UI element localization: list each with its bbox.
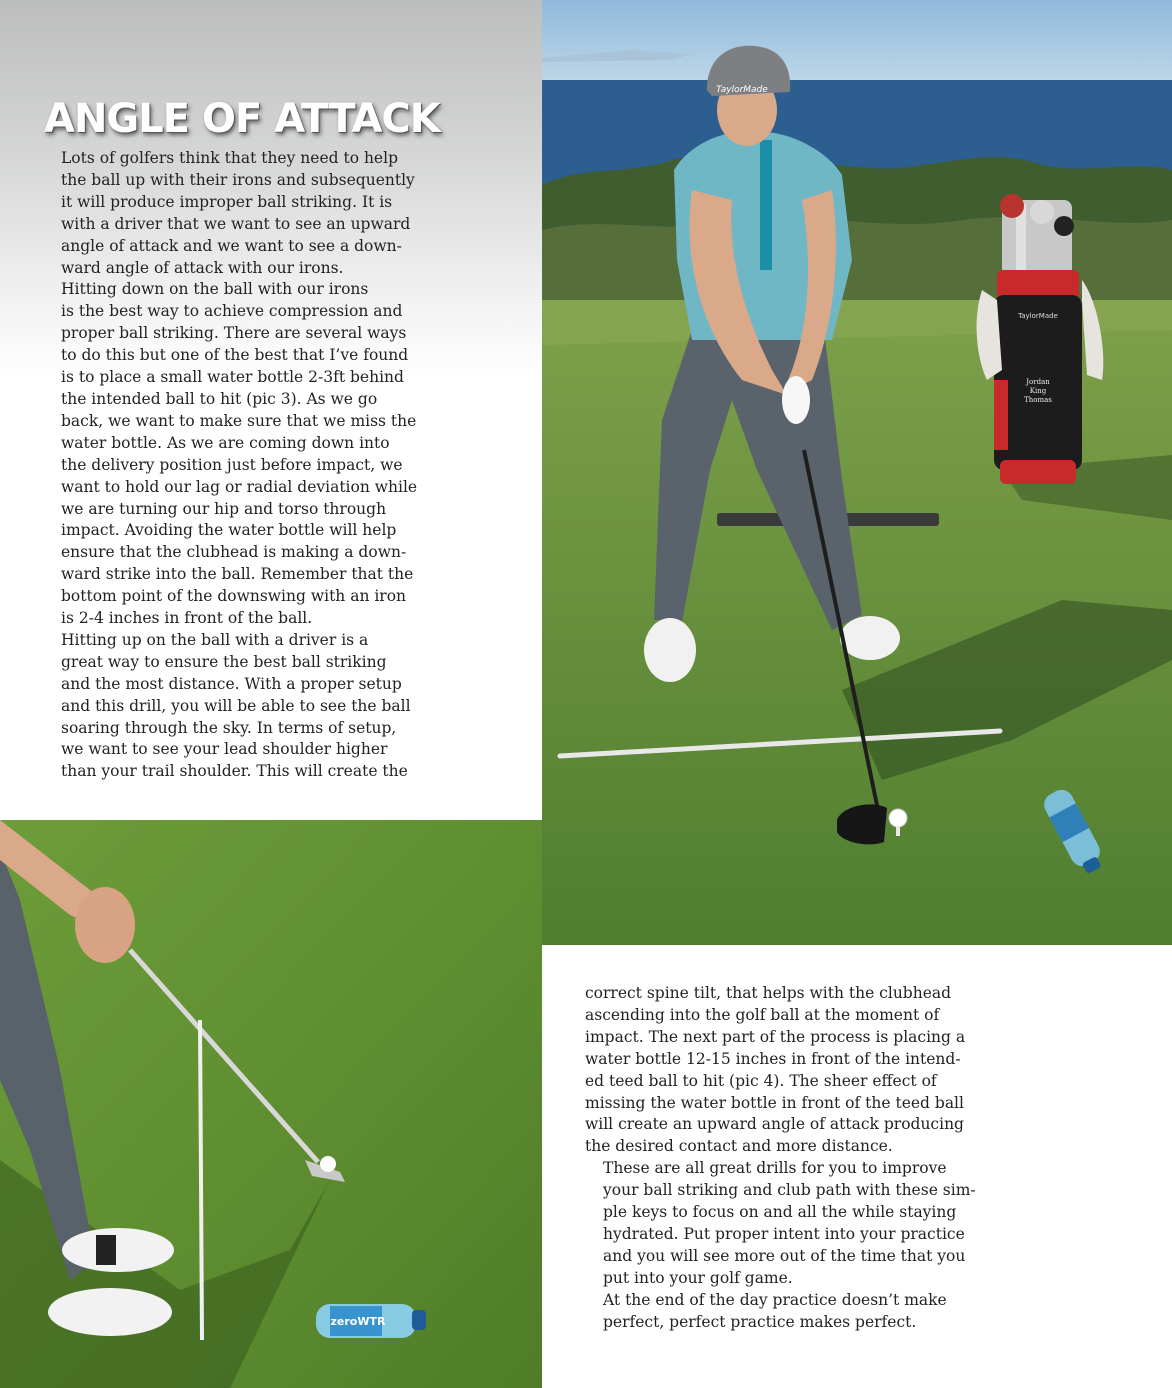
hands xyxy=(75,887,135,963)
bag-name-line-1: Jordan xyxy=(1026,378,1050,386)
bottle-label: zeroWTR xyxy=(330,1315,386,1328)
paragraph-4: These are all great drills for you to improve your ball striking and club path with these sim- ple keys to focus on and all the while staying hydrated. Put proper intent into your practice and you will see more out of the time that you put into your golf game. xyxy=(603,1159,976,1287)
front-shoe xyxy=(62,1228,174,1272)
paragraph-1: Lots of golfers think that they need to help the ball up with their irons and subsequently it will produce improper ball striking. It is with a driver that we want to see an upward angle of attack and we want to see a down- ward angle of attack with our irons. xyxy=(61,149,415,277)
iron-drill-photo xyxy=(0,820,542,1388)
alignment-stick xyxy=(200,1020,202,1340)
article-column-2 xyxy=(585,983,1145,1334)
driver-setup-illustration xyxy=(542,0,1172,945)
golf-ball xyxy=(320,1156,336,1172)
golf-ball xyxy=(889,809,907,827)
driver-setup-photo xyxy=(542,0,1172,945)
iron-drill-illustration xyxy=(0,820,542,1388)
paragraph-3: Hitting up on the ball with a driver is a great way to ensure the best ball striking and the most distance. With a proper setup and this drill, you will be able to see the ball soaring through the sky. In terms of setup, we want to see your lead shoulder higher than your trail shoulder. This will create the xyxy=(61,630,411,781)
paragraph-3-continued: correct spine tilt, that helps with the clubhead ascending into the golf ball at the moment of impact. The next part of the process is placing a water bottle 12-15 inches in front of the intend- ed teed ball to hit (pic 4). The sheer effect of missing the water bottle in front of the teed ball will create an upward angle of attack producing the desired contact and more distance. xyxy=(585,984,966,1156)
paragraph-2: Hitting down on the ball with our irons is the best way to achieve compression and proper ball striking. There are several ways to do this but one of the best that I’ve found is to place a small water bottle 2-3ft behind the intended ball to hit (pic 3). As we go back, we want to make sure that we miss the water bottle. As we are coming down into the delivery position just before impact, we want to hold our lag or radial deviation while we are turning our hip and torso through impact. Avoiding the water bottle will help ensure that the clubhead is making a down- ward strike into the ball. Remember that the bottom point of the downswing with an iron is 2-4 inches in front of the ball. xyxy=(61,280,418,628)
bag-name-line-2: King xyxy=(1029,387,1047,395)
left-shoe xyxy=(644,618,696,682)
bag-name-line-3: Thomas xyxy=(1024,396,1052,404)
right-shoe xyxy=(840,616,900,660)
article-text-bottom xyxy=(542,945,1172,1388)
water-bottle xyxy=(316,1304,426,1338)
bag-brand-logo: TaylorMade xyxy=(1018,312,1058,320)
cap-logo: TaylorMade xyxy=(716,85,768,95)
paragraph-5: At the end of the day practice doesn’t make perfect, perfect practice makes perfect. xyxy=(603,1290,947,1331)
article-text-panel xyxy=(0,0,542,820)
golf-glove xyxy=(782,376,810,424)
back-shoe xyxy=(48,1288,172,1336)
tee xyxy=(896,826,900,836)
article-column-1 xyxy=(43,148,513,783)
article-title: ANGLE OF ATTACK xyxy=(44,96,440,142)
